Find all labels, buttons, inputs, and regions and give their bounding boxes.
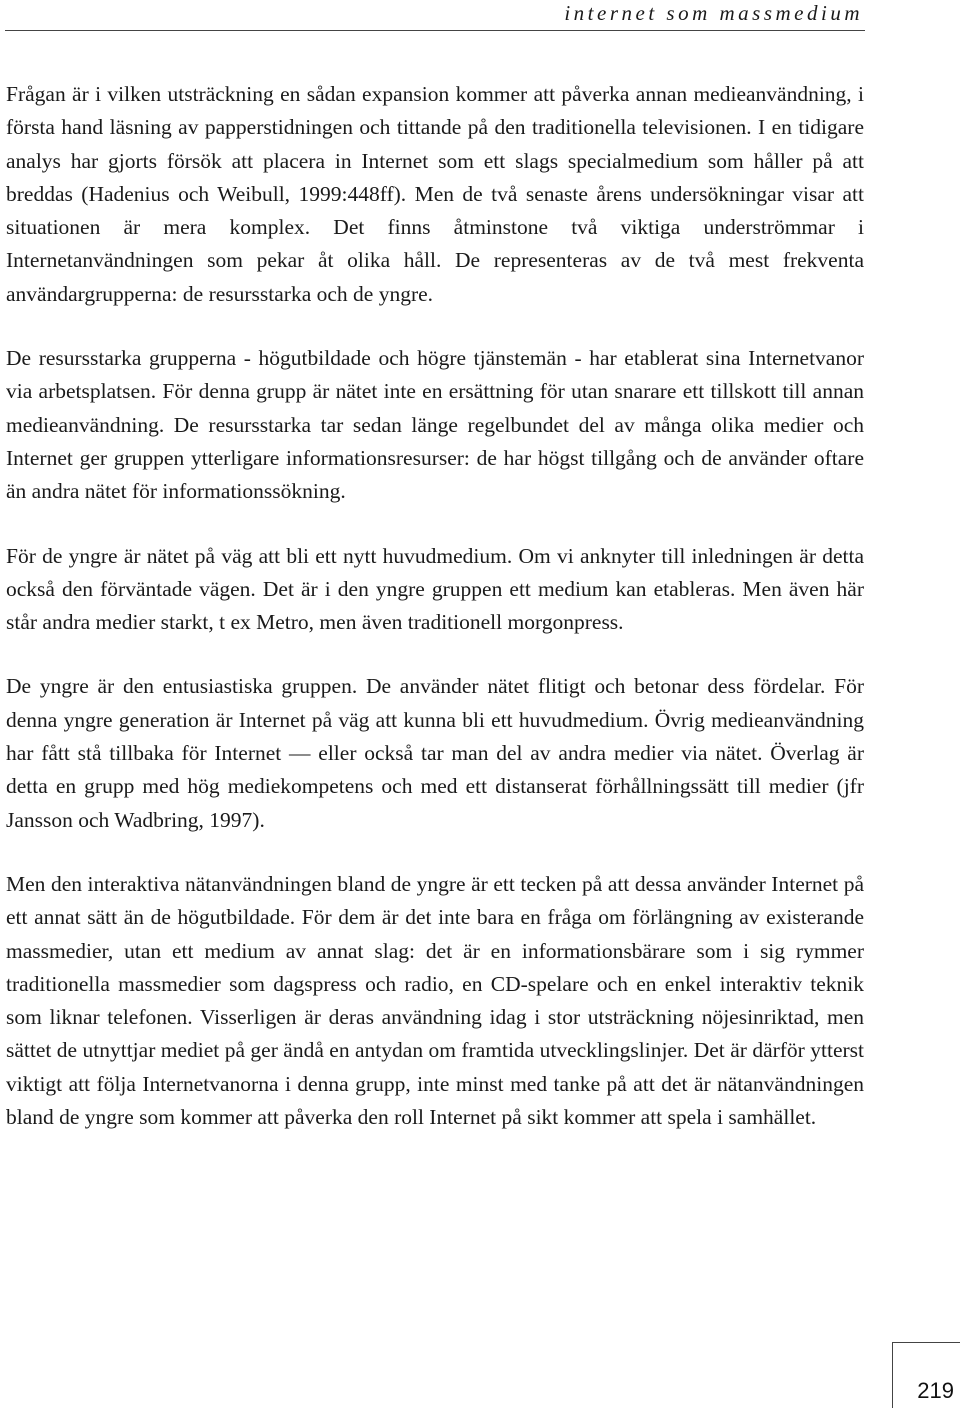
page-number: 219: [917, 1378, 954, 1403]
page-number-box: [892, 1342, 960, 1408]
paragraph-1: Frågan är i vilken utsträckning en sådan expansion kommer att påverka annan medieanvändning, i första hand läsning av papperstidningen och tittande på den traditionella televisionen. I en tidigare analys har gjorts försök att placera in Internet som ett slags specialmedium som håller på att breddas (Hadenius och Weibull, 1999:448ff). Men de två senaste årens undersökningar visar att situationen är mera komplex. Det finns åtminstone två viktiga underströmmar i Internetanvändningen som pekar åt olika håll. De representeras av de två mest frekventa användargrupperna: de resursstarka och de yngre.: [6, 82, 864, 306]
running-header: [5, 0, 865, 31]
paragraph-2: De resursstarka grupperna - högutbildade och högre tjänstemän - har etablerat sina Internetvanor via arbetsplatsen. För denna grupp är nätet inte en ersättning för utan snarare ett tillskott till annan medieanvändning. De resursstarka tar sedan länge regelbundet del av många olika medier och Internet ger gruppen ytterligare informationsresurser: de har högst tillgång och de använder oftare än andra nätet för informationssökning.: [6, 346, 864, 504]
paragraph-3: För de yngre är nätet på väg att bli ett nytt huvudmedium. Om vi anknyter till inledningen är detta också den förväntade vägen. Det är i den yngre gruppen ett medium kan etableras. Men även här står andra medier starkt, t ex Metro, men även traditionell morgonpress.: [6, 543, 864, 635]
running-title: internet som massmedium: [564, 1, 863, 25]
paragraph-5: Men den interaktiva nätanvändningen bland de yngre är ett tecken på att dessa använder Internet på ett annat sätt än de högutbildade. För dem är det inte bara en fråga om förlängning av existerande massmedier, utan ett medium av annat slag: det är en informationsbärare som i sig rymmer traditionella massmedier som dagspress och radio, en CD-spelare och en enkel interaktiv teknik som liknar telefonen. Visserligen är deras användning idag i stor utsträckning nöjesinriktad, men sättet de utnyttjar mediet på ger ändå en antydan om framtida utvecklingslinjer. Det är därför ytterst viktigt att följa Internetvanorna i denna grupp, inte minst med tanke på att det är nätanvändningen bland de yngre som kommer att påverka den roll Internet på sikt kommer att spela i samhället.: [6, 871, 864, 1130]
paragraph-4: De yngre är den entusiastiska gruppen. De använder nätet flitigt och betonar dess fördelar. För denna yngre generation är Internet på väg att kunna bli ett huvudmedium. Övrig medieanvändning har fått stå tillbaka för Internet — eller också tar man del av andra medier via nätet. Överlag är detta en grupp med hög mediekompetens och med ett distanserat förhållningssätt till medier (jfr Jansson och Wadbring, 1997).: [6, 674, 864, 832]
body-text: [6, 78, 864, 1165]
